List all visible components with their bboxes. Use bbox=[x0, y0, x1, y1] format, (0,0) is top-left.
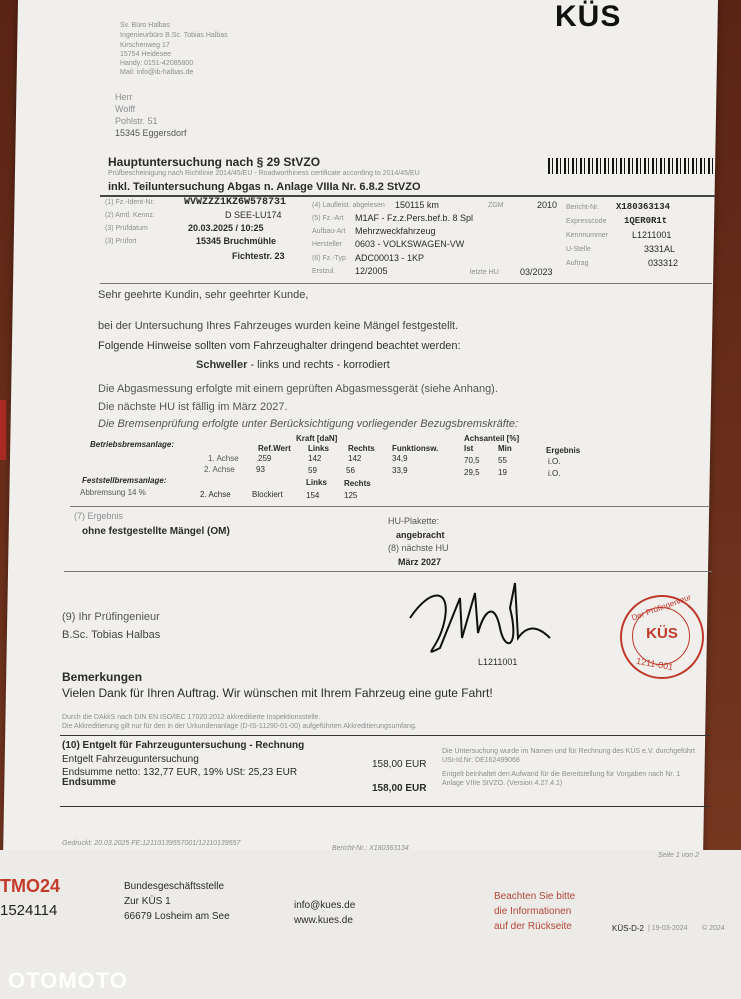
vin-label: (1) Fz.-Ident-Nr. bbox=[105, 199, 155, 206]
place-value-2: Fichtestr. 23 bbox=[232, 251, 285, 261]
recipient-line: Herr bbox=[115, 92, 133, 102]
row1-axle: 1. Achse bbox=[208, 454, 239, 463]
row2-axle: 2. Achse bbox=[204, 465, 235, 474]
next-hu-label: (8) nächste HU bbox=[388, 543, 449, 553]
row1-links: 142 bbox=[308, 454, 322, 463]
footer-addr-2: Zur KÜS 1 bbox=[124, 896, 171, 907]
divider bbox=[64, 571, 712, 572]
km-value: 150115 km bbox=[395, 200, 439, 210]
stamp-top-text: Der Prüfingenieur bbox=[630, 592, 693, 623]
divider bbox=[100, 283, 712, 284]
invoice-title: (10) Entgelt für Fahrzeuguntersuchung - Rechnung bbox=[62, 740, 305, 751]
footer-number: 1524114 bbox=[0, 902, 58, 919]
ustelle-value: 3331AL bbox=[644, 244, 676, 254]
invoice-line-1: Entgelt Fahrzeuguntersuchung bbox=[62, 754, 199, 765]
lasthu-label: letzte HU bbox=[470, 269, 499, 276]
invoice-value-1: 158,00 EUR bbox=[372, 759, 427, 770]
inspector-stamp bbox=[620, 592, 704, 679]
erstzul-value: 12/2005 bbox=[355, 266, 388, 276]
divider bbox=[60, 806, 710, 807]
row1-funktion: 34,9 bbox=[392, 454, 408, 463]
plakette-value: angebracht bbox=[396, 530, 445, 540]
typ-label: (6) Fz.-Typ bbox=[312, 255, 346, 262]
result-value: ohne festgestellte Mängel (OM) bbox=[82, 526, 230, 537]
recipient-line: Wolff bbox=[115, 104, 136, 114]
sender-line: Mail: info@ib-halbas.de bbox=[120, 69, 194, 76]
printed-info: Gedruckt: 20.03.2025 FE:12110139557001/12110139557 bbox=[62, 840, 241, 847]
express-label: Expresscode bbox=[566, 218, 607, 225]
footer-note-2: die Informationen bbox=[494, 906, 572, 917]
invoice-total-label: Endsumme bbox=[62, 777, 116, 788]
park-blockiert: Blockiert bbox=[252, 490, 283, 499]
footer-note-1: Beachten Sie bitte bbox=[494, 891, 576, 902]
row1-rechts: 142 bbox=[348, 454, 362, 463]
park-rechts: 125 bbox=[344, 491, 358, 500]
col-ergebnis: Ergebnis bbox=[546, 446, 581, 455]
park-links: 154 bbox=[306, 491, 320, 500]
row2-ergebnis: i.O. bbox=[548, 469, 561, 478]
row1-ref: 259 bbox=[258, 454, 272, 463]
lasthu-value: 03/2023 bbox=[520, 267, 553, 277]
stamp-number: 1211-001 bbox=[635, 655, 674, 673]
invoice-note-4: Anlage VIIIe StVZO. (Version 4.27.4.1) bbox=[442, 780, 563, 787]
kus-logo: KÜS bbox=[555, 0, 622, 33]
barcode bbox=[548, 158, 714, 174]
row2-rechts: 56 bbox=[346, 466, 355, 475]
result-label: (7) Ergebnis bbox=[74, 511, 124, 521]
form-date: | 19-03-2024 bbox=[648, 925, 688, 932]
row2-funktion: 33,9 bbox=[392, 466, 408, 475]
invoice-note-3: Entgelt beinhaltet den Aufwand für die Bereitstellung für Vorgaben nach Nr. 1 bbox=[442, 771, 681, 778]
doc-title: Hauptuntersuchung nach § 29 StVZO bbox=[108, 155, 321, 169]
fzart-value: M1AF - Fz.z.Pers.bef.b. 8 Spl bbox=[355, 213, 474, 223]
row2-min: 19 bbox=[498, 468, 507, 477]
invoice-total-value: 158,00 EUR bbox=[372, 783, 427, 794]
invoice-line-2: Endsumme netto: 132,77 EUR, 19% USt: 25,23 EUR bbox=[62, 767, 298, 778]
year-value: 2010 bbox=[537, 200, 558, 210]
red-edge-mark bbox=[0, 400, 6, 460]
row2-ref: 93 bbox=[256, 465, 265, 474]
greeting: Sehr geehrte Kundin, sehr geehrter Kunde, bbox=[98, 289, 309, 301]
otomoto-watermark: OTOMOTO bbox=[8, 968, 128, 993]
divider bbox=[60, 735, 710, 736]
paragraph-next-hu: Die nächste HU ist fällig im März 2027. bbox=[98, 401, 288, 413]
signature bbox=[400, 578, 560, 668]
plakette-label: HU-Plakette: bbox=[388, 516, 440, 526]
sender-line: Sv. Büro Halbas bbox=[120, 22, 171, 29]
service-brake-label: Betriebsbremsanlage: bbox=[90, 440, 175, 449]
recipient-line: 15345 Eggersdorf bbox=[115, 128, 187, 138]
auftrag-value: 033312 bbox=[648, 258, 679, 268]
hint-line bbox=[196, 359, 390, 371]
report-number-footer: Bericht-Nr.: X180363134 bbox=[332, 845, 409, 852]
hint-rest: - links und rechts - korrodiert bbox=[247, 359, 390, 371]
kraft-header: Kraft [daN] bbox=[296, 434, 338, 443]
page-number: Seite 1 von 2 bbox=[658, 852, 699, 859]
park-col-rechts: Rechts bbox=[344, 479, 371, 488]
date-label: (3) Prüfdatum bbox=[105, 225, 148, 232]
footer-email: info@kues.de bbox=[294, 900, 356, 911]
row2-ist: 29,5 bbox=[464, 468, 480, 477]
paragraph-brakes: Die Bremsenprüfung erfolgte unter Berücksichtigung vorliegender Bezugsbremskräfte: bbox=[98, 418, 519, 430]
row1-min: 55 bbox=[498, 456, 507, 465]
col-links: Links bbox=[308, 444, 329, 453]
plate-label: (2) Amtl. Kennz. bbox=[105, 212, 155, 219]
aufbau-value: Mehrzweckfahrzeug bbox=[355, 226, 436, 236]
kenn-value: L1211001 bbox=[632, 230, 672, 240]
sender-line: 15754 Heidesee bbox=[120, 51, 171, 58]
copyright: © 2024 bbox=[702, 925, 725, 932]
hersteller-label: Hersteller bbox=[312, 241, 342, 248]
bericht-value: X180363134 bbox=[616, 202, 671, 212]
place-label: (3) Prüfort bbox=[105, 238, 137, 245]
typ-value: ADC00013 - 1KP bbox=[355, 253, 425, 263]
express-value: 1QER0R1t bbox=[624, 216, 668, 226]
erstzul-label: Erstzul. bbox=[312, 268, 336, 275]
invoice-note-1: Die Untersuchung wurde im Namen und für Rechnung des KÜS e.V. durchgeführt bbox=[442, 748, 696, 755]
recipient-line: Pohlstr. 51 bbox=[115, 116, 158, 126]
doc-title-2: inkl. Teiluntersuchung Abgas n. Anlage VIIIa Nr. 6.8.2 StVZO bbox=[108, 181, 421, 193]
doc-subtitle: Prüfbescheinigung nach Richtlinie 2014/45/EU - Roadworthiness certificate according to 2014/45/EU bbox=[108, 170, 420, 177]
fzart-label: (5) Fz.-Art bbox=[312, 215, 344, 222]
inspector-label: (9) Ihr Prüfingenieur bbox=[62, 611, 160, 623]
stamp-logo: KÜS bbox=[646, 625, 678, 642]
place-value-1: 15345 Bruchmühle bbox=[196, 236, 277, 246]
auftrag-label: Auftrag bbox=[566, 260, 589, 267]
inspector-code: L1211001 bbox=[478, 657, 518, 667]
park-abbremsung: Abbremsung 14 % bbox=[80, 488, 146, 497]
bericht-label: Bericht-Nr. bbox=[566, 204, 600, 211]
col-ist: Ist bbox=[464, 444, 474, 453]
remarks-title: Bemerkungen bbox=[62, 670, 143, 684]
tmo24-label: TMO24 bbox=[0, 876, 61, 896]
col-rechts: Rechts bbox=[348, 444, 375, 453]
inspector-name: B.Sc. Tobias Halbas bbox=[62, 629, 161, 641]
plate-value: D SEE-LU174 bbox=[225, 210, 282, 220]
col-refwert: Ref.Wert bbox=[258, 444, 291, 453]
col-min: Min bbox=[498, 444, 512, 453]
park-brake-label: Feststellbremsanlage: bbox=[82, 476, 167, 485]
park-col-links: Links bbox=[306, 478, 327, 487]
sender-line: Kirschenweg 17 bbox=[120, 42, 170, 49]
accreditation-1: Durch die DAkkS nach DIN EN ISO/IEC 17020:2012 akkreditierte Inspektionsstelle. bbox=[62, 714, 321, 721]
accreditation-2: Die Akkreditierung gilt nur für den in der Urkundenanlage (D-IS-11290-01-00) aufgeführten Akkreditierungsumfang. bbox=[62, 723, 417, 730]
remarks-text: Vielen Dank für Ihren Auftrag. Wir wünschen mit Ihrem Fahrzeug eine gute Fahrt! bbox=[62, 686, 493, 700]
achsanteil-header: Achsanteil [%] bbox=[464, 434, 520, 443]
col-funktionsw: Funktionsw. bbox=[392, 444, 439, 453]
row1-ist: 70,5 bbox=[464, 456, 480, 465]
footer-note-3: auf der Rückseite bbox=[494, 921, 572, 932]
zgm-label: ZGM bbox=[488, 202, 504, 209]
sender-line: Handy: 0151-42085800 bbox=[120, 60, 194, 67]
vin-value: WVWZZZ1KZ6W578731 bbox=[184, 197, 287, 208]
hersteller-value: 0603 - VOLKSWAGEN-VW bbox=[355, 239, 465, 249]
date-value: 20.03.2025 / 10:25 bbox=[188, 223, 264, 233]
paragraph-hints: Folgende Hinweise sollten vom Fahrzeughalter dringend beachtet werden: bbox=[98, 340, 461, 352]
row2-links: 59 bbox=[308, 466, 317, 475]
next-hu-value: März 2027 bbox=[398, 557, 442, 567]
invoice-note-2: USt-Id.Nr: DE162499068 bbox=[442, 757, 520, 764]
footer-addr-1: Bundesgeschäftsstelle bbox=[124, 881, 225, 892]
ustelle-label: U-Stelle bbox=[566, 246, 591, 253]
divider bbox=[70, 506, 710, 507]
km-label: (4) Laufleist. abgelesen bbox=[312, 202, 385, 209]
paragraph-exhaust: Die Abgasmessung erfolgte mit einem geprüften Abgasmessgerät (siehe Anhang). bbox=[98, 383, 498, 395]
paragraph-no-defects: bei der Untersuchung Ihres Fahrzeuges wurden keine Mängel festgestellt. bbox=[98, 320, 459, 332]
aufbau-label: Aufbau-Art bbox=[312, 228, 346, 235]
sender-line: Ingenieurbüro B.Sc. Tobias Halbas bbox=[120, 32, 228, 39]
footer-addr-3: 66679 Losheim am See bbox=[124, 911, 230, 922]
form-id: KÜS-D-2 bbox=[612, 924, 645, 933]
kenn-label: Kennnummer bbox=[566, 232, 609, 239]
footer-web: www.kues.de bbox=[294, 915, 353, 926]
hint-bold: Schweller bbox=[196, 359, 248, 371]
row1-ergebnis: i.O. bbox=[548, 457, 561, 466]
park-axle: 2. Achse bbox=[200, 490, 231, 499]
